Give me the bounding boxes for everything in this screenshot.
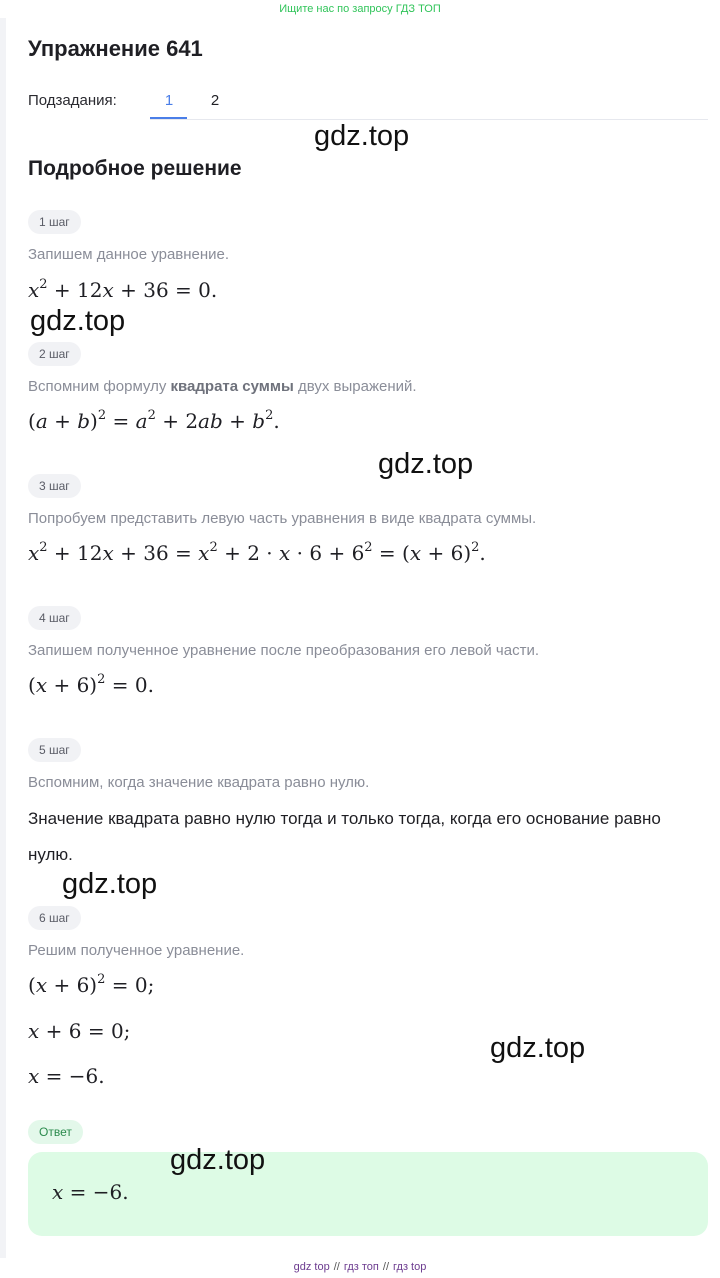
hint-bold: квадрата суммы bbox=[170, 378, 294, 395]
hint-text: Вспомним формулу bbox=[28, 378, 171, 395]
watermark: gdz.top bbox=[314, 120, 410, 152]
watermark: gdz.top bbox=[378, 448, 474, 480]
watermark: gdz.top bbox=[170, 1144, 266, 1176]
step-badge-4: 4 шаг bbox=[28, 606, 81, 630]
solution-card bbox=[6, 18, 720, 1258]
step-hint-3: Попробуем представить левую часть уравнения в виде квадрата суммы. bbox=[28, 510, 537, 527]
step-math-6-line-2: x + 6 = 0; bbox=[28, 1019, 131, 1043]
footer-separator: // bbox=[333, 1261, 340, 1273]
step-badge-3: 3 шаг bbox=[28, 474, 81, 498]
step-badge-1: 1 шаг bbox=[28, 210, 81, 234]
step-badge-6: 6 шаг bbox=[28, 906, 81, 930]
step-hint-4: Запишем полученное уравнение после преобразования его левой части. bbox=[28, 642, 539, 659]
step-hint-1: Запишем данное уравнение. bbox=[28, 246, 230, 263]
tabs-divider bbox=[150, 119, 708, 120]
answer-math: x = −6. bbox=[52, 1180, 129, 1204]
footer-link[interactable]: гдз top bbox=[393, 1261, 427, 1273]
watermark: gdz.top bbox=[30, 305, 126, 337]
subtask-tab-2[interactable]: 2 bbox=[210, 92, 220, 109]
answer-box bbox=[28, 1152, 708, 1236]
section-title: Подробное решение bbox=[28, 157, 242, 180]
step-hint-2 bbox=[28, 378, 417, 395]
footer-link[interactable]: гдз топ bbox=[343, 1261, 379, 1273]
page-title: Упражнение 641 bbox=[28, 36, 203, 61]
subtasks-label: Подзадания: bbox=[28, 92, 117, 109]
step-math-2: $(a + b)^2 = a^2 + 2ab + b^2$. bbox=[28, 408, 280, 433]
subtask-tab-1[interactable]: 1 bbox=[164, 92, 174, 109]
step-math-1: $x^2 + 12x + 36 = 0$. bbox=[28, 277, 218, 302]
footer-links bbox=[0, 1258, 720, 1276]
watermark: gdz.top bbox=[62, 868, 158, 900]
footer-separator: // bbox=[382, 1261, 390, 1273]
step-math-4: $(x + 6)^2 = 0$. bbox=[28, 672, 154, 697]
step-math-6-line-3: x = −6. bbox=[28, 1064, 105, 1088]
top-banner[interactable]: Ищите нас по запросу ГДЗ ТОП bbox=[279, 3, 441, 15]
footer-link[interactable]: gdz top bbox=[293, 1261, 330, 1273]
step-badge-2: 2 шаг bbox=[28, 342, 81, 366]
hint-text: двух выражений. bbox=[293, 378, 417, 395]
answer-badge: Ответ bbox=[28, 1120, 83, 1144]
watermark: gdz.top bbox=[490, 1032, 586, 1064]
step-badge-5: 5 шаг bbox=[28, 738, 81, 762]
step-hint-5: Вспомним, когда значение квадрата равно нулю. bbox=[28, 774, 370, 791]
step-text-5: Значение квадрата равно нулю тогда и только тогда, когда его основание равно нулю. bbox=[28, 809, 661, 864]
step-math-6-line-1: $(x + 6)^2 = 0$; bbox=[28, 972, 155, 997]
step-math-3: $x^2 + 12x + 36 = x^2 + 2 \cdot x \cdot 6 + 6^2 = (x + 6)^2$. bbox=[28, 540, 486, 565]
step-hint-6: Решим полученное уравнение. bbox=[28, 942, 245, 959]
